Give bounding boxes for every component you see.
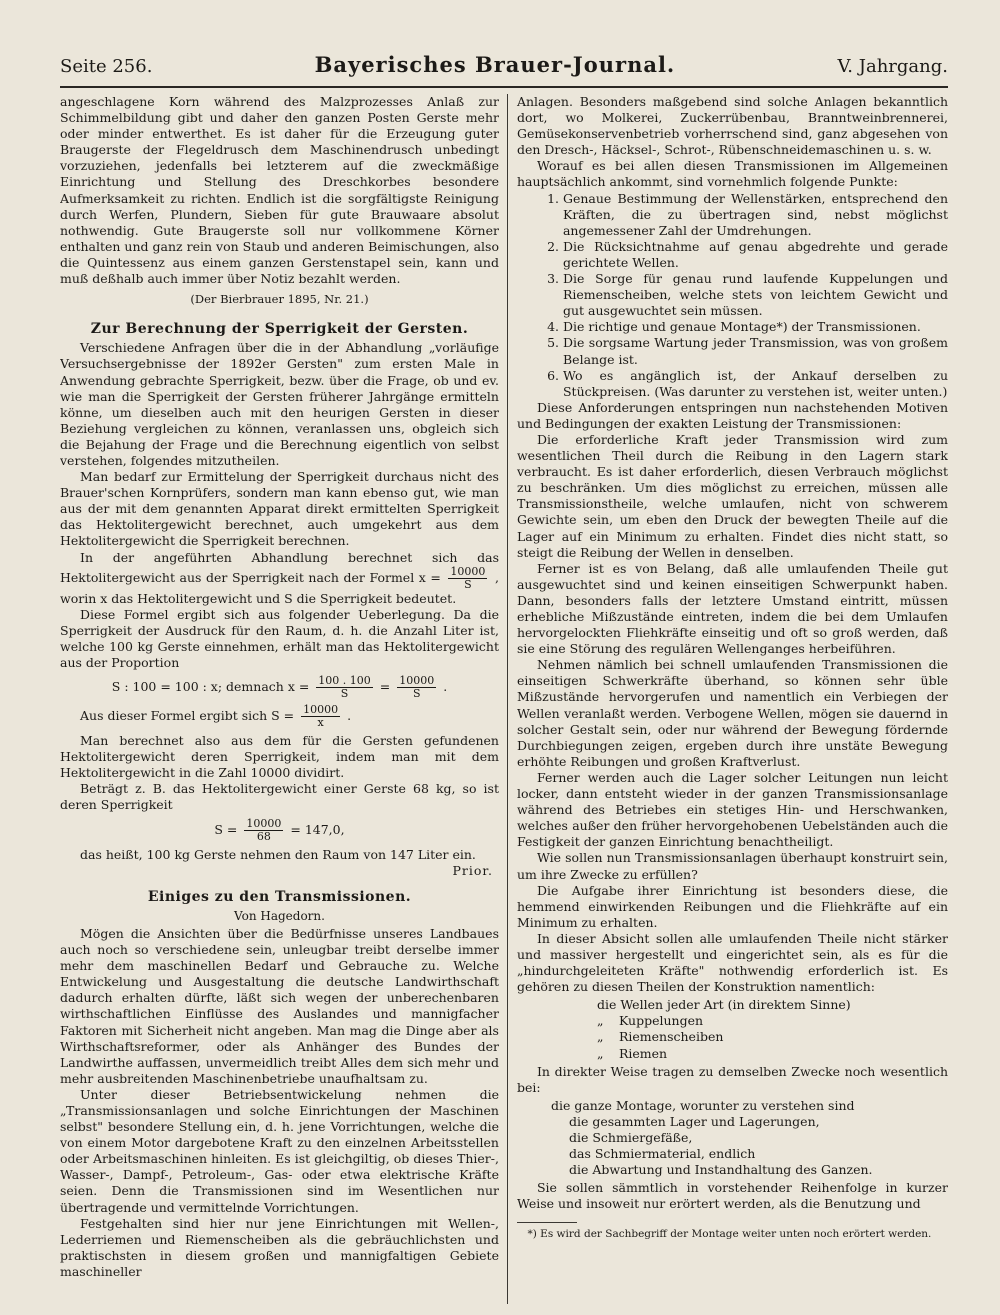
period: .: [347, 708, 352, 724]
list-item: [597, 997, 948, 1013]
footnote: *) Es wird der Sachbegriff der Montage weiter unten noch erörtert werden.: [527, 1228, 932, 1241]
ditto-mark: „: [596, 1029, 604, 1045]
formula-derived: [60, 704, 499, 729]
part-label: die Wellen jeder Art (in direktem Sinne): [596, 997, 851, 1013]
text: In der angeführten Abhandlung berechnet sich das Hektolitergewicht aus der Sperrigkeit nach der Formel x =: [60, 549, 499, 585]
paragraph: Unter dieser Betriebsentwickelung nehmen die „Transmissionsanlagen und solche Einrichtungen der Maschinen selbst" besondere Stellung ein, d. h. jene Vorrichtungen, welche die von einem Motor dargebotene Kraft zu den einzelnen Arbeitsstellen oder Arbeitsmaschinen hinleiten. Es ist gleichgiltig, ob dieses Thier-, Wasser-, Dampf-, Petroleum-, Gas- oder etwa elektrische Kräfte seien. Denn die Transmissionen sind im Wesentlichen nur übertragende und vermittelnde Vorrichtungen.: [60, 1086, 499, 1215]
list-item: die Abwartung und Instandhaltung des Ganzen.: [568, 1162, 873, 1178]
fraction: [397, 675, 436, 700]
fraction: [316, 675, 372, 700]
contributions-list: [551, 1098, 948, 1178]
list-item: die gesammten Lager und Lagerungen,: [568, 1113, 820, 1129]
paragraph-formula-inline: [60, 550, 499, 607]
list-item: [597, 1046, 948, 1062]
numerator: 10000: [246, 816, 282, 830]
list-item: 4. Die richtige und genaue Montage*) der Transmissionen.: [563, 319, 948, 335]
paragraph: das heißt, 100 kg Gerste nehmen den Raum von 147 Liter ein.: [80, 846, 476, 862]
journal-title: Bayerisches Brauer-Journal.: [314, 52, 676, 77]
requirements-list: [517, 191, 948, 400]
paragraph: In dieser Absicht sollen alle umlaufenden Theile nicht stärker und massiver hergestellt und eingerichtet sein, als es für die „hindurchgeleiteten Kräfte" nothwendig erforderlich ist. Es gehören zu diesen Theilen der Konstruktion namentlich:: [516, 930, 948, 995]
page-number: Seite 256.: [60, 56, 153, 77]
page-header: [60, 52, 948, 88]
paragraph: Diese Formel ergibt sich aus folgender Ueberlegung. Da die Sperrigkeit der Ausdruck für den Raum, d. h. die Anzahl Liter ist, welche 100 kg Gerste einnehmen, erhält man das Hektolitergewicht aus der Proportion: [60, 606, 499, 670]
paragraph: Diese Anforderungen entspringen nun nachstehenden Motiven und Bedingungen der exakten Leistung der Transmissionen:: [516, 399, 948, 431]
period: .: [443, 679, 448, 695]
list-item: 6. Wo es angänglich ist, der Ankauf derselben zu Stückpreisen. (Was darunter zu verstehen ist, weiter unten.): [563, 368, 948, 400]
list-item: 1. Genaue Bestimmung der Wellenstärken, entsprechend den Kräften, die zu übertragen sind, nebst möglichst angemessener Zahl der Umdrehungen.: [563, 191, 948, 239]
list-item: die Schmiergefäße,: [568, 1130, 693, 1145]
paragraph: Man berechnet also aus dem für die Gersten gefundenen Hektolitergewicht deren Sperrigkeit, indem man mit dem Hektolitergewicht in die Zahl 10000 dividirt.: [60, 733, 499, 781]
list-item: [597, 1013, 948, 1029]
numerator: 10000: [450, 564, 486, 578]
fraction: [301, 704, 340, 729]
formula-text: = 147,0,: [290, 821, 345, 837]
numerator: 10000: [399, 674, 435, 688]
paragraph: Die Aufgabe ihrer Einrichtung ist besonders diese, die hemmend einwirkenden Reibungen und die Fliehkräfte auf ein Minimum zu erhalten.: [516, 882, 948, 930]
formula-example: [60, 818, 499, 843]
text-columns: [60, 94, 948, 1304]
numerator: 10000: [303, 703, 339, 717]
right-column: [508, 94, 948, 1304]
continued-paragraph: angeschlagene Korn während des Malzprozesses Anlaß zur Schimmelbildung gibt und daher den ganzen Posten Gerste mehr oder minder entwerthet. Es ist daher für die Erzeugung guter Braugerste der Flegeldrusch dem Maschinendrusch unbedingt vorzuziehen, jedenfalls bei letzterem auf die zweckmäßige Einrichtung und Stellung des Dreschkorbes besondere Aufmerksamkeit zu richten. Endlich ist die sorgfältigste Reinigung durch Werfen, Plundern, Sieben für gute Brauwaare absolut nothwendig. Gute Braugerste soll nur vollkommene Körner enthalten und ganz rein von Staub und anderen Beimischungen, also die Quintessenz aus einem ganzen Gerstenstapel sein, kann und muß deßhalb auch immer über Notiz bezahlt werden.: [60, 94, 499, 287]
paragraph: Beträgt z. B. das Hektolitergewicht einer Gerste 68 kg, so ist deren Sperrigkeit: [60, 781, 499, 813]
parts-list: [597, 997, 948, 1061]
article-author: Prior.: [452, 862, 493, 878]
ditto-mark: „: [596, 1045, 604, 1061]
formula-proportion: [60, 675, 499, 700]
denominator: S: [340, 687, 349, 701]
continued-paragraph: Anlagen. Besonders maßgebend sind solche Anlagen bekanntlich dort, wo Molkerei, Zuckerrübenbau, Branntweinbrennerei, Gemüsekonservenbetrieb vorherrschend sind, ganz abgesehen von den Dresch-, Häcksel-, Schrot-, Rübenschneidemaschinen u. s. w.: [516, 94, 948, 158]
paragraph: Festgehalten sind hier nur jene Einrichtungen mit Wellen-, Lederriemen und Riemenscheiben als die gebräuchlichsten und praktischsten in diesem großen und mannigfaltigen Gebiete maschineller: [60, 1215, 499, 1279]
volume-label: V. Jahrgang.: [837, 56, 948, 77]
part-label: Riemenscheiben: [618, 1029, 724, 1045]
formula-text: Aus dieser Formel ergibt sich S =: [80, 708, 295, 724]
paragraph: Ferner ist es von Belang, daß alle umlaufenden Theile gut ausgewuchtet sind und keinen einseitigen Schwerpunkt haben. Dann, besonders falls der letztere Umstand eintritt, müssen erhebliche Mißzustände eintreten, indem die bei dem Umlaufen hervorgelockten Fliehkräfte einseitig und oft so groß werden, daß sie eine Störung des regulären Wellenganges herbeiführen.: [516, 560, 948, 657]
paragraph: Worauf es bei allen diesen Transmissionen im Allgemeinen hauptsächlich ankommt, sind vornehmlich folgende Punkte:: [516, 158, 948, 190]
fraction: [448, 566, 487, 591]
part-label: Riemen: [618, 1045, 668, 1061]
paragraph: Sie sollen sämmtlich in vorstehender Reihenfolge in kurzer Weise und insoweit nur erörtert werden, als die Benutzung und: [516, 1180, 948, 1212]
source-citation: (Der Bierbrauer 1895, Nr. 21.): [190, 292, 369, 307]
left-column: [60, 94, 507, 1304]
formula-text: S =: [214, 821, 238, 837]
denominator: S: [412, 687, 421, 701]
article-byline: Von Hagedorn.: [234, 908, 325, 923]
denominator: S: [464, 577, 472, 591]
list-item: das Schmiermaterial, endlich: [568, 1146, 756, 1162]
numerator: 100 . 100: [318, 674, 371, 688]
paragraph: In direkter Weise tragen zu demselben Zwecke noch wesentlich bei:: [516, 1063, 948, 1095]
paragraph: Ferner werden auch die Lager solcher Leitungen nun leicht locker, dann entsteht wieder in der ganzen Transmissionsanlage während des Betriebes ein stetiges Hin- und Herschwanken, welches außer den früher hervorgehobenen Uebelständen auch die Festigkeit der ganzen Einrichtung benachtheiligt.: [516, 769, 948, 850]
list-item: 2. Die Rücksichtnahme auf genau abgedrehte und gerade gerichtete Wellen.: [563, 239, 948, 271]
formula-text: S : 100 = 100 : x; demnach x =: [111, 679, 310, 695]
denominator: 68: [256, 829, 271, 843]
paragraph: Nehmen nämlich bei schnell umlaufenden Transmissionen die einseitigen Schwerkräfte überhand, so können sehr üble Mißzustände hervorgerufen und namentlich ein Verbiegen der Wellen veranlaßt werden. Verbogene Wellen, mögen sie dauernd in solcher Gestalt sein, oder nur während der Bewegung fördernde Durchbiegungen zeigen, ergeben durch ihre unstäte Bewegung erhöhte Reibungen und großen Kraftverlust.: [516, 657, 948, 769]
list-item: 5. Die sorgsame Wartung jeder Transmission, was von großem Belange ist.: [563, 335, 948, 367]
paragraph: Man bedarf zur Ermittelung der Sperrigkeit durchaus nicht des Brauer'schen Kornprüfers, sondern man kann ebenso gut, wie man aus der mit dem genannten Apparat direkt ermittelten Sperrigkeit das Hektolitergewicht berechnet, auch umgekehrt aus dem Hektolitergewicht die Sperrigkeit berechnen.: [60, 469, 499, 549]
denominator: x: [317, 716, 324, 730]
footnote-rule: [517, 1222, 577, 1223]
paragraph: Mögen die Ansichten über die Bedürfnisse unseres Landbaues auch noch so verschiedene sein, unleugbar treibt derselbe immer mehr dem maschinellen Bedarf und Gebrauche zu. Welche Entwickelung und Ausgestaltung die deutsche Landwirthschaft dadurch erhalten dürfte, läßt sich wegen der unberechenbaren wirthschaftlichen Einflüsse des Auslandes und mannigfacher Faktoren mit Sicherheit nicht angeben. Man mag die Dinge aber als Wirthschaftsreformer, oder als Anhänger des Bundes der Landwirthe auffassen, unvermeidlich treibt Alles dem sich mehr und mehr ausbreitenden Maschinenbetriebe unaufhaltsam zu.: [60, 925, 499, 1086]
paragraph: Die erforderliche Kraft jeder Transmission wird zum wesentlichen Theil durch die Reibung in den Lagern stark verbraucht. Es ist daher erforderlich, diesen Verbrauch möglichst zu beschränken. Um dies möglichst zu erreichen, müssen alle Transmissionstheile, welche umlaufen, nicht von schwerem Gewichte sein, um eben den Druck der bewegten Theile auf die Lager auf ein Minimum zu erhalten. Findet dies nicht statt, so steigt die Reibung der Wellen in denselben.: [516, 431, 948, 560]
fraction: [244, 818, 283, 843]
paragraph: Verschiedene Anfragen über die in der Abhandlung „vorläufige Versuchsergebnisse der 1892er Gersten" zum ersten Male in Anwendung gebrachte Sperrigkeit, bezw. über die Frage, ob und ev. wie man die Sperrigkeit der Gersten früherer Jahrgänge ermitteln könne, um dieselben auch mit den heurigen Gersten in dieser Beziehung vergleichen zu können, veranlassen uns, obgleich sich die Bejahung der Frage und die Berechnung eigentlich von selbst verstehen, folgendes mitzutheilen.: [60, 340, 499, 468]
equals: =: [379, 679, 391, 695]
list-item: 3. Die Sorge für genau rund laufende Kuppelungen und Riemenscheiben, welche stets von leichtem Gewicht und gut ausgewuchtet sein müssen.: [563, 271, 948, 319]
article-title-transmissionen: Einiges zu den Transmissionen.: [147, 888, 412, 905]
article-title-sperrigkeit: Zur Berechnung der Sperrigkeit der Gersten.: [90, 321, 469, 338]
text: , worin x das Hektolitergewicht und S die Sperrigkeit bedeutet.: [60, 569, 499, 606]
paragraph: Wie sollen nun Transmissionsanlagen überhaupt konstruirt sein, um ihre Zwecke zu erfüllen?: [516, 850, 948, 882]
list-item: die ganze Montage, worunter zu verstehen sind: [550, 1097, 855, 1113]
part-label: Kuppelungen: [618, 1013, 704, 1029]
list-item: [597, 1029, 948, 1045]
ditto-mark: „: [596, 1013, 604, 1029]
